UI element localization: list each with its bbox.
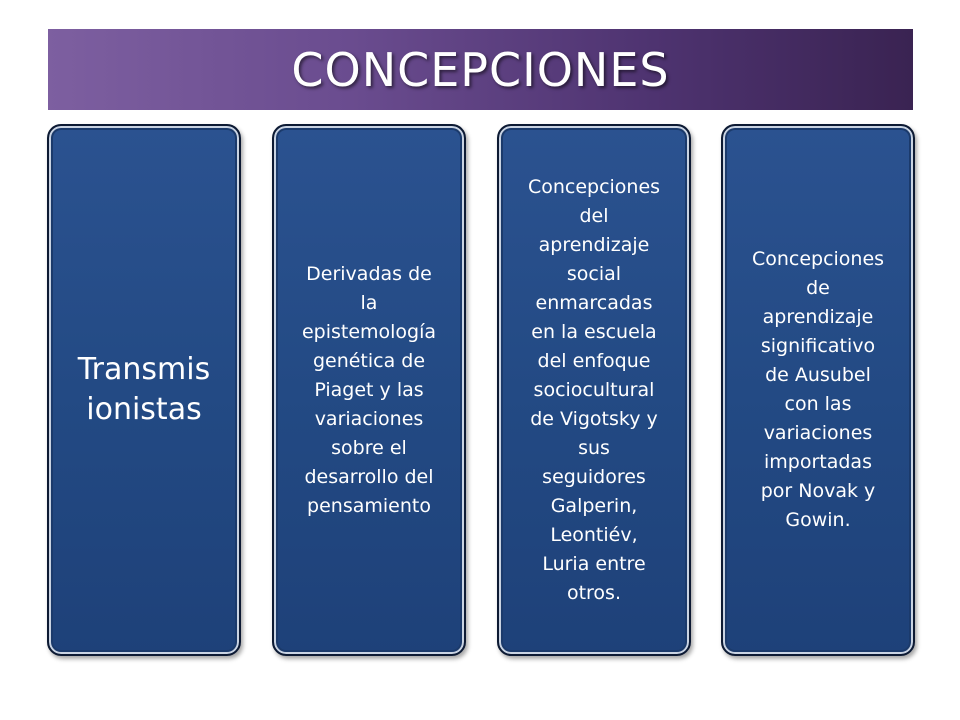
title-bar xyxy=(48,29,913,110)
slide-title: CONCEPCIONES xyxy=(291,42,670,97)
concept-box-vigotsky xyxy=(497,124,691,656)
concept-box-text: Concepciones del aprendizaje social enmarcadas en la escuela del enfoque sociocultural de Vigotsky y sus seguidores Galperin, Leontiév, Luria entre otros. xyxy=(527,175,661,604)
concept-box-text: Transmis ionistas xyxy=(77,352,211,427)
concept-box-text: Concepciones de aprendizaje significativo de Ausubel con las variaciones importadas por Novak y Gowin. xyxy=(751,248,885,531)
concept-box-piaget xyxy=(272,124,466,656)
concept-box-text: Derivadas de la epistemología genética de Piaget y las variaciones sobre el desarrollo del pensamiento xyxy=(301,262,437,517)
concept-box-transmisionistas xyxy=(47,124,241,656)
concept-box-ausubel xyxy=(721,124,915,656)
